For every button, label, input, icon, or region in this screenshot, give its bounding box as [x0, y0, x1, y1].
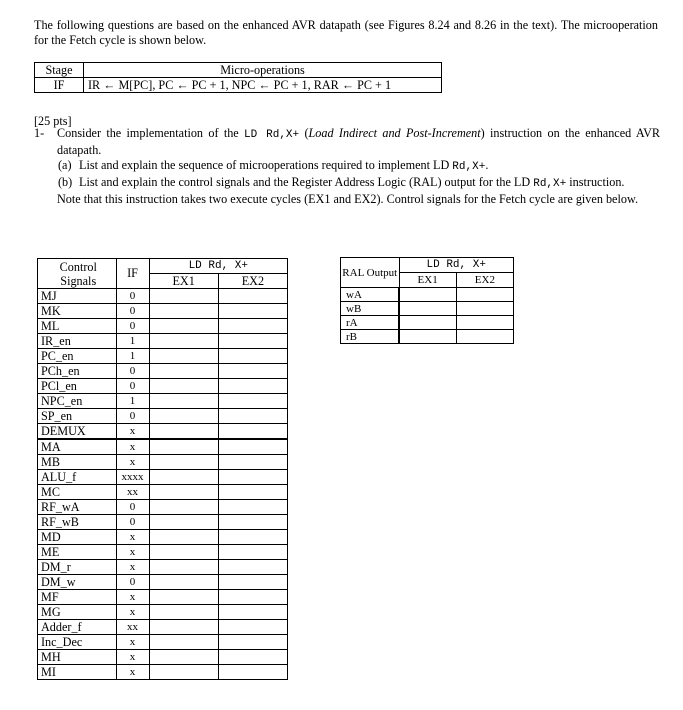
signal-ex1-cell[interactable] — [149, 575, 218, 590]
signal-if-value: 1 — [116, 349, 149, 364]
control-signal-row — [38, 319, 288, 334]
signal-if-value: x — [116, 635, 149, 650]
signal-if-value: x — [116, 545, 149, 560]
signal-name: PC_en — [38, 349, 117, 364]
control-signal-row — [38, 590, 288, 605]
stage-table-row — [35, 78, 442, 93]
signal-if-value: x — [116, 530, 149, 545]
ral-ex1-header: EX1 — [399, 273, 456, 288]
signal-name: PCl_en — [38, 379, 117, 394]
control-signal-row — [38, 515, 288, 530]
signal-ex2-cell[interactable] — [218, 665, 287, 680]
signal-if-value: 0 — [116, 319, 149, 334]
ral-ex1-cell[interactable] — [399, 288, 456, 302]
ral-ex1-cell[interactable] — [399, 330, 456, 344]
signal-ex2-cell[interactable] — [218, 545, 287, 560]
ral-table-body — [341, 288, 514, 344]
ral-row — [341, 316, 514, 330]
ral-ex2-cell[interactable] — [456, 302, 513, 316]
ral-output-name: rA — [341, 316, 400, 330]
ral-ex2-cell[interactable] — [456, 316, 513, 330]
control-signal-row — [38, 289, 288, 304]
signal-ex1-cell[interactable] — [149, 590, 218, 605]
signal-if-value: 0 — [116, 409, 149, 424]
signal-ex2-cell[interactable] — [218, 470, 287, 485]
signal-ex2-cell[interactable] — [218, 349, 287, 364]
ral-row — [341, 288, 514, 302]
signal-name: SP_en — [38, 409, 117, 424]
signal-ex2-cell[interactable] — [218, 575, 287, 590]
signal-if-value: x — [116, 605, 149, 620]
signal-ex1-cell[interactable] — [149, 319, 218, 334]
ral-table-header-1 — [341, 258, 514, 273]
signal-if-value: 0 — [116, 575, 149, 590]
signal-ex1-cell[interactable] — [149, 470, 218, 485]
signal-if-value: x — [116, 455, 149, 470]
control-signal-row — [38, 635, 288, 650]
ral-ex2-cell[interactable] — [456, 330, 513, 344]
signal-name: MI — [38, 665, 117, 680]
signal-name: MG — [38, 605, 117, 620]
signal-if-value: x — [116, 439, 149, 455]
signal-ex1-cell[interactable] — [149, 500, 218, 515]
control-signal-row — [38, 409, 288, 424]
signal-ex2-cell[interactable] — [218, 364, 287, 379]
signal-ex1-cell[interactable] — [149, 334, 218, 349]
question-note: Note that this instruction takes two execute cycles (EX1 and EX2). Control signals for the Fetch cycle are given below. — [57, 192, 638, 206]
ral-ex2-cell[interactable] — [456, 288, 513, 302]
control-signal-row — [38, 605, 288, 620]
question-number: 1- — [34, 126, 45, 140]
control-signal-row — [38, 620, 288, 635]
micro-ops-cell: IR ← M[PC], PC ← PC + 1, NPC ← PC + 1, RAR ← PC + 1 — [84, 78, 442, 93]
signal-name: IR_en — [38, 334, 117, 349]
signal-ex2-cell[interactable] — [218, 455, 287, 470]
part-b — [34, 175, 660, 192]
part-b-end: instruction. — [566, 175, 625, 189]
control-signal-row — [38, 364, 288, 379]
signal-name: MH — [38, 650, 117, 665]
question-instr-desc: Load Indirect and Post-Increment — [308, 126, 481, 140]
ral-row — [341, 330, 514, 344]
part-a-label: (a) — [58, 158, 72, 172]
question-text-b: ( — [299, 126, 309, 140]
signal-ex2-cell[interactable] — [218, 439, 287, 455]
signal-if-value: x — [116, 590, 149, 605]
question-1 — [34, 126, 660, 207]
signal-ex2-cell[interactable] — [218, 605, 287, 620]
signal-ex1-cell[interactable] — [149, 665, 218, 680]
part-b-label: (b) — [58, 175, 73, 189]
fetch-stage-table — [34, 62, 442, 93]
control-signal-row — [38, 650, 288, 665]
signal-ex1-cell[interactable] — [149, 349, 218, 364]
signal-ex2-cell[interactable] — [218, 500, 287, 515]
control-signal-row — [38, 545, 288, 560]
control-signal-row — [38, 349, 288, 364]
control-signal-row — [38, 530, 288, 545]
part-b-text: List and explain the control signals and the Register Address Logic (RAL) output for the LD — [79, 175, 534, 189]
signal-if-value: 1 — [116, 334, 149, 349]
signal-ex2-cell[interactable] — [218, 515, 287, 530]
intro-paragraph: The following questions are based on the enhanced AVR datapath (see Figures 8.24 and 8.26 in the text). The microoperation for the Fetch cycle is shown below. — [34, 18, 658, 47]
signal-name: ME — [38, 545, 117, 560]
question-instr: LD Rd,X+ — [244, 129, 300, 141]
control-signal-row — [38, 665, 288, 680]
control-signal-row — [38, 470, 288, 485]
signal-if-value: xx — [116, 620, 149, 635]
signal-ex2-cell[interactable] — [218, 409, 287, 424]
part-b-instr: Rd,X+ — [533, 178, 567, 190]
signal-ex2-cell[interactable] — [218, 424, 287, 440]
control-signal-row — [38, 394, 288, 409]
ral-ex1-cell[interactable] — [399, 316, 456, 330]
signal-ex1-cell[interactable] — [149, 424, 218, 440]
signal-ex2-cell[interactable] — [218, 650, 287, 665]
signal-name: MK — [38, 304, 117, 319]
signal-ex1-cell[interactable] — [149, 530, 218, 545]
signal-ex1-cell[interactable] — [149, 515, 218, 530]
stage-table-header — [35, 63, 442, 78]
signal-if-value: 0 — [116, 500, 149, 515]
control-signal-row — [38, 334, 288, 349]
signal-name: PCh_en — [38, 364, 117, 379]
control-signal-row — [38, 424, 288, 440]
control-table-header-1 — [38, 259, 288, 274]
ral-output-name: wA — [341, 288, 400, 302]
signal-ex1-cell[interactable] — [149, 620, 218, 635]
signal-if-value: xx — [116, 485, 149, 500]
control-signal-row — [38, 500, 288, 515]
signal-ex1-cell[interactable] — [149, 394, 218, 409]
ral-output-name: wB — [341, 302, 400, 316]
signal-name: NPC_en — [38, 394, 117, 409]
ral-instr-header: LD Rd, X+ — [399, 258, 514, 273]
signal-ex2-cell[interactable] — [218, 394, 287, 409]
points-label: [25 pts] — [34, 114, 72, 128]
signal-ex2-cell[interactable] — [218, 560, 287, 575]
signal-ex1-cell[interactable] — [149, 439, 218, 455]
signal-ex2-cell[interactable] — [218, 530, 287, 545]
signal-ex2-cell[interactable] — [218, 590, 287, 605]
signal-name: RF_wA — [38, 500, 117, 515]
signal-if-value: 0 — [116, 289, 149, 304]
part-a-end: . — [485, 158, 489, 172]
signal-ex2-cell[interactable] — [218, 334, 287, 349]
signal-name: ALU_f — [38, 470, 117, 485]
signal-name: Adder_f — [38, 620, 117, 635]
signal-name: ML — [38, 319, 117, 334]
signal-name: DEMUX — [38, 424, 117, 440]
signal-ex1-cell[interactable] — [149, 605, 218, 620]
signal-ex2-cell[interactable] — [218, 319, 287, 334]
ral-output-table — [340, 257, 514, 344]
signal-name: MF — [38, 590, 117, 605]
part-a-text: List and explain the sequence of microoperations required to implement LD — [79, 158, 453, 172]
part-a-instr: Rd,X+ — [452, 161, 486, 173]
signal-if-value: x — [116, 665, 149, 680]
ral-ex2-header: EX2 — [456, 273, 513, 288]
signal-if-value: x — [116, 560, 149, 575]
signal-ex1-cell[interactable] — [149, 364, 218, 379]
signal-if-value: x — [116, 650, 149, 665]
signal-if-value: 0 — [116, 515, 149, 530]
ral-row — [341, 302, 514, 316]
signal-ex1-cell[interactable] — [149, 304, 218, 319]
signal-name: MD — [38, 530, 117, 545]
stage-header: Stage — [35, 63, 84, 78]
signal-name: MJ — [38, 289, 117, 304]
signal-ex1-cell[interactable] — [149, 289, 218, 304]
signal-name: MC — [38, 485, 117, 500]
control-signal-row — [38, 575, 288, 590]
signal-ex1-cell[interactable] — [149, 485, 218, 500]
ral-output-name: rB — [341, 330, 400, 344]
signal-ex2-cell[interactable] — [218, 485, 287, 500]
signal-ex2-cell[interactable] — [218, 635, 287, 650]
ex1-header: EX1 — [149, 274, 218, 289]
signal-if-value: 0 — [116, 304, 149, 319]
signal-ex2-cell[interactable] — [218, 379, 287, 394]
signal-name: MB — [38, 455, 117, 470]
signal-ex1-cell[interactable] — [149, 379, 218, 394]
signal-ex2-cell[interactable] — [218, 304, 287, 319]
signal-ex1-cell[interactable] — [149, 560, 218, 575]
signal-ex1-cell[interactable] — [149, 635, 218, 650]
stage-cell: IF — [35, 78, 84, 93]
control-signal-row — [38, 455, 288, 470]
micro-ops-header: Micro-operations — [84, 63, 442, 78]
ral-output-header: RAL Output — [341, 258, 400, 288]
signal-if-value: 0 — [116, 379, 149, 394]
signal-ex2-cell[interactable] — [218, 620, 287, 635]
signal-if-value: 1 — [116, 394, 149, 409]
control-signals-table — [37, 258, 288, 680]
signal-name: Inc_Dec — [38, 635, 117, 650]
control-table-body — [38, 289, 288, 680]
signal-ex1-cell[interactable] — [149, 650, 218, 665]
ral-ex1-cell[interactable] — [399, 302, 456, 316]
part-a — [34, 158, 660, 175]
signal-name: DM_r — [38, 560, 117, 575]
signal-name: DM_w — [38, 575, 117, 590]
instr-header: LD Rd, X+ — [149, 259, 287, 274]
signal-ex1-cell[interactable] — [149, 545, 218, 560]
signal-ex1-cell[interactable] — [149, 409, 218, 424]
question-text-c: ) instruction on the enhanced AVR datapath. — [57, 126, 661, 157]
ex2-header: EX2 — [218, 274, 287, 289]
control-signal-row — [38, 439, 288, 455]
signal-name: RF_wB — [38, 515, 117, 530]
signal-if-value: 0 — [116, 364, 149, 379]
signal-ex2-cell[interactable] — [218, 289, 287, 304]
signal-if-value: xxxx — [116, 470, 149, 485]
signal-name: MA — [38, 439, 117, 455]
signal-if-value: x — [116, 424, 149, 440]
if-header: IF — [116, 259, 149, 289]
control-signals-header: Control Signals — [38, 259, 117, 289]
question-text — [57, 126, 660, 158]
control-signal-row — [38, 304, 288, 319]
control-signal-row — [38, 485, 288, 500]
question-text-a: Consider the implementation of the — [57, 126, 245, 140]
control-signal-row — [38, 379, 288, 394]
control-signal-row — [38, 560, 288, 575]
signal-ex1-cell[interactable] — [149, 455, 218, 470]
